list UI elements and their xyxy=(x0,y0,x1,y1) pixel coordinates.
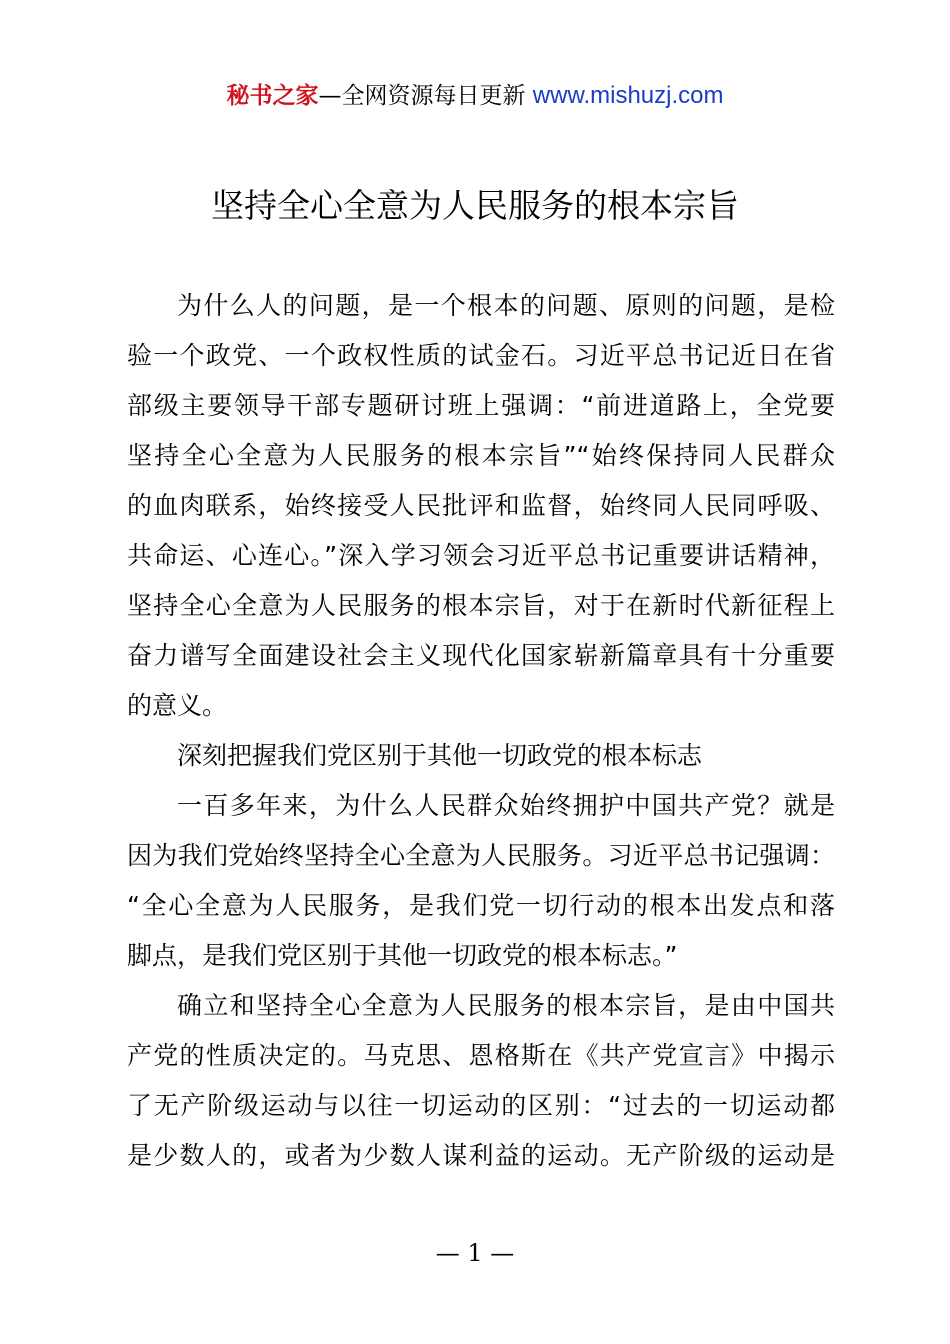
body-line: 为什么人的问题，是一个根本的问题、原则的问题，是检 xyxy=(177,291,835,320)
body-line: 因为我们党始终坚持全心全意为人民服务。习近平总书记强调： xyxy=(127,841,835,870)
body-line: 验一个政党、一个政权性质的试金石。习近平总书记近日在省 xyxy=(127,341,835,370)
body-line: 部级主要领导干部专题研讨班上强调：“前进道路上，全党要 xyxy=(127,391,835,420)
body-line: “全心全意为人民服务，是我们党一切行动的根本出发点和落 xyxy=(127,891,835,920)
body-line: 脚点，是我们党区别于其他一切政党的根本标志。” xyxy=(127,941,678,970)
page-number: — 1 — xyxy=(435,1239,515,1267)
body-line: 的血肉联系，始终接受人民批评和监督，始终同人民同呼吸、 xyxy=(127,491,835,520)
body-line: 是少数人的，或者为少数人谋利益的运动。无产阶级的运动是 xyxy=(127,1141,835,1170)
site-tagline: —全网资源每日更新 xyxy=(318,83,533,109)
section-heading: 深刻把握我们党区别于其他一切政党的根本标志 xyxy=(177,741,703,770)
site-brand: 秘书之家 xyxy=(226,83,319,109)
body-line: 奋力谱写全面建设社会主义现代化国家崭新篇章具有十分重要 xyxy=(127,641,835,670)
body-line: 产党的性质决定的。马克思、恩格斯在《共产党宣言》中揭示 xyxy=(127,1041,835,1070)
body-line: 坚持全心全意为人民服务的根本宗旨，对于在新时代新征程上 xyxy=(127,591,835,620)
body-line: 确立和坚持全心全意为人民服务的根本宗旨，是由中国共 xyxy=(177,991,835,1020)
article-title: 坚持全心全意为人民服务的根本宗旨 xyxy=(211,186,739,225)
body-line: 坚持全心全意为人民服务的根本宗旨”“始终保持同人民群众 xyxy=(127,441,835,470)
body-line: 一百多年来，为什么人民群众始终拥护中国共产党？就是 xyxy=(177,791,835,820)
body-line: 了无产阶级运动与以往一切运动的区别：“过去的一切运动都 xyxy=(127,1091,835,1120)
body-line: 共命运、心连心。”深入学习领会习近平总书记重要讲话精神， xyxy=(127,541,835,570)
site-header xyxy=(0,80,950,112)
article-body xyxy=(127,281,835,1181)
site-url-link[interactable]: www.mishuzj.com xyxy=(532,82,724,109)
body-line: 的意义。 xyxy=(127,691,228,720)
